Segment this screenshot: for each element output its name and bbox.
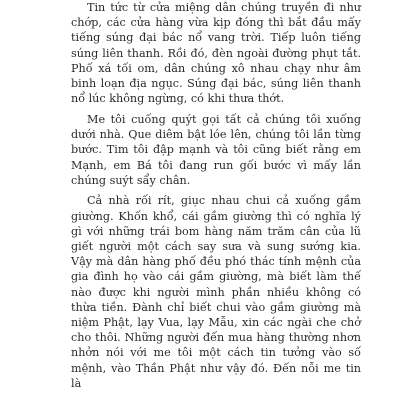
paragraph-2: Me tôi cuống quýt gọi tất cả chúng tôi xuống dưới nhà. Que diêm bật lóe lên, chúng tôi lần từng bước. Tim tôi đập mạnh và tôi cũng biết rằng em Mạnh, em Bá tôi đang run gối bước vì mấy lần chúng suýt sẩy chân. [71,112,361,187]
paragraph-3: Cả nhà rối rít, giục nhau chui cả xuống gầm giường. Khốn khổ, cái gầm giường thì có nghĩa lý gì với những trái bom hàng năm trăm cân của lũ giết người một cách say sưa và sung sướng kia. Vậy mà dân hàng phố đều phó thác tính mệnh của gia đình họ vào cái gầm giường, mà biết làm thế nào được khi người mình phần nhiều không có thừa tiền. Đành chỉ biết chui vào gầm giường mà niệm Phật, lạy Vua, lạy Mẫu, xin các ngài che chở cho thôi. Những người đến mua hàng thường nhơn nhởn nói với me tôi một cách tin tưởng vào số mệnh, vào Thần Phật như vậy đó. Đến nỗi me tin là [71,194,361,390]
body-text [71,0,361,397]
paragraph-1: Tin tức từ cửa miệng dân chúng truyền đi như chớp, các cửa hàng vừa kịp đóng thì bắt đầu mấy tiếng súng đại bác nổ vang trời. Tiếp luôn tiếng súng liên thanh. Rồi đó, đèn ngoài đường phụt tắt. Phố xá tối om, dân chúng xô nhau chạy như âm binh loạn địa ngục. Súng đại bác, súng liên thanh nổ lúc không ngừng, có khi thưa thớt. [71,1,361,106]
